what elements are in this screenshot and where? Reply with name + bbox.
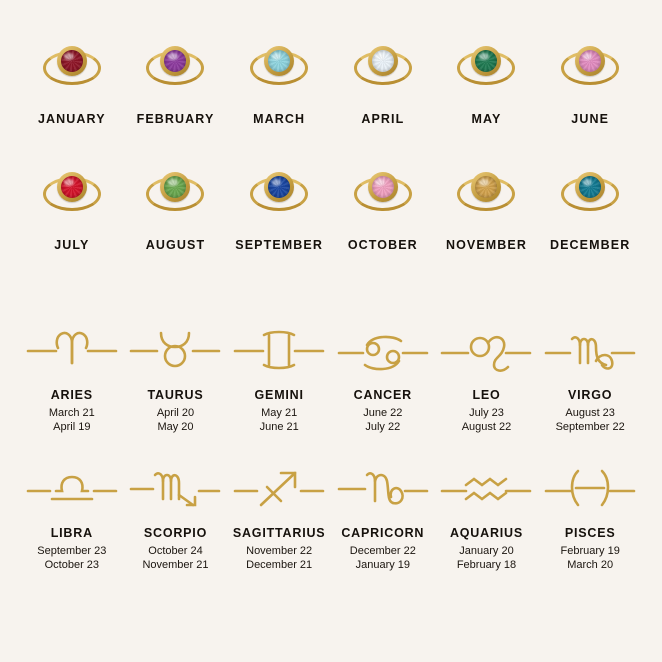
- ring-icon: [24, 40, 120, 96]
- birthstone-item-april[interactable]: [331, 40, 435, 126]
- row-spacer: [20, 144, 642, 166]
- zodiac-row-2: [20, 456, 642, 572]
- zodiac-item-capricorn[interactable]: [331, 456, 435, 572]
- birthstone-row-1: [20, 40, 642, 126]
- zodiac-date-start: November 22: [246, 545, 313, 557]
- libra-symbol-icon: [22, 456, 122, 518]
- month-label: JANUARY: [37, 112, 106, 126]
- birthstone-item-january[interactable]: [20, 40, 124, 126]
- birthstone-item-july[interactable]: [20, 166, 124, 252]
- month-label: APRIL: [361, 112, 405, 126]
- zodiac-date-end: January 19: [355, 559, 411, 571]
- birthstone-item-november[interactable]: [435, 166, 539, 252]
- gemstone: [268, 176, 290, 198]
- gemstone: [268, 50, 290, 72]
- zodiac-dates: [363, 406, 402, 434]
- zodiac-name: PISCES: [564, 526, 616, 540]
- zodiac-item-leo[interactable]: [435, 318, 539, 434]
- ring-icon: [335, 166, 431, 222]
- zodiac-dates: [49, 406, 95, 434]
- aries-symbol-icon: [22, 318, 122, 380]
- month-label: JULY: [54, 238, 90, 252]
- ring-bezel: [575, 172, 605, 202]
- zodiac-name: VIRGO: [568, 388, 613, 402]
- ring-icon: [542, 40, 638, 96]
- gemstone: [164, 176, 186, 198]
- aquarius-symbol-icon: [436, 456, 536, 518]
- birthstone-row-2: [20, 166, 642, 252]
- zodiac-date-start: August 23: [565, 407, 615, 419]
- ring-bezel: [160, 172, 190, 202]
- zodiac-date-end: November 21: [142, 559, 209, 571]
- zodiac-name: ARIES: [50, 388, 93, 402]
- zodiac-date-end: August 22: [461, 421, 512, 433]
- zodiac-item-libra[interactable]: [20, 456, 124, 572]
- zodiac-date-end: April 19: [53, 421, 91, 433]
- birthstone-item-june[interactable]: [538, 40, 642, 126]
- zodiac-dates: [457, 544, 516, 572]
- zodiac-dates: [561, 544, 620, 572]
- ring-bezel: [264, 46, 294, 76]
- zodiac-item-taurus[interactable]: [124, 318, 228, 434]
- ring-icon: [231, 166, 327, 222]
- zodiac-dates: [462, 406, 512, 434]
- month-label: JUNE: [571, 112, 610, 126]
- birthstone-item-december[interactable]: [538, 166, 642, 252]
- ring-icon: [127, 40, 223, 96]
- birthstone-item-march[interactable]: [227, 40, 331, 126]
- month-label: AUGUST: [145, 238, 206, 252]
- gemstone: [164, 50, 186, 72]
- zodiac-name: LIBRA: [50, 526, 93, 540]
- ring-bezel: [57, 172, 87, 202]
- gemstone: [61, 176, 83, 198]
- pisces-symbol-icon: [540, 456, 640, 518]
- month-label: SEPTEMBER: [235, 238, 323, 252]
- ring-icon: [127, 166, 223, 222]
- zodiac-date-end: December 21: [246, 559, 313, 571]
- cancer-symbol-icon: [333, 318, 433, 380]
- zodiac-name: AQUARIUS: [449, 526, 524, 540]
- zodiac-item-scorpio[interactable]: [124, 456, 228, 572]
- ring-icon: [335, 40, 431, 96]
- birthstone-item-august[interactable]: [124, 166, 228, 252]
- zodiac-date-start: April 20: [156, 407, 195, 419]
- zodiac-date-end: July 22: [365, 421, 401, 433]
- zodiac-name: GEMINI: [254, 388, 304, 402]
- gemstone: [475, 176, 497, 198]
- gemstone: [372, 50, 394, 72]
- zodiac-date-start: September 23: [37, 545, 107, 557]
- zodiac-dates: [260, 406, 299, 434]
- ring-bezel: [57, 46, 87, 76]
- birthstone-item-february[interactable]: [124, 40, 228, 126]
- zodiac-item-cancer[interactable]: [331, 318, 435, 434]
- ring-bezel: [160, 46, 190, 76]
- zodiac-row-1: [20, 318, 642, 434]
- zodiac-item-pisces[interactable]: [538, 456, 642, 572]
- ring-icon: [542, 166, 638, 222]
- zodiac-item-virgo[interactable]: [538, 318, 642, 434]
- ring-icon: [231, 40, 327, 96]
- ring-bezel: [575, 46, 605, 76]
- zodiac-date-end: October 23: [44, 559, 100, 571]
- zodiac-dates: [246, 544, 312, 572]
- birthstone-item-september[interactable]: [227, 166, 331, 252]
- scorpio-symbol-icon: [125, 456, 225, 518]
- ring-bezel: [368, 172, 398, 202]
- zodiac-date-start: June 22: [363, 407, 403, 419]
- ring-bezel: [368, 46, 398, 76]
- zodiac-date-start: February 19: [560, 545, 620, 557]
- ring-bezel: [471, 46, 501, 76]
- zodiac-item-aries[interactable]: [20, 318, 124, 434]
- zodiac-item-sagittarius[interactable]: [227, 456, 331, 572]
- ring-icon: [24, 166, 120, 222]
- zodiac-name: LEO: [472, 388, 501, 402]
- zodiac-date-end: June 21: [259, 421, 299, 433]
- month-label: MARCH: [253, 112, 306, 126]
- birthstone-item-october[interactable]: [331, 166, 435, 252]
- ring-icon: [438, 40, 534, 96]
- gemstone: [579, 50, 601, 72]
- zodiac-date-start: May 21: [261, 407, 298, 419]
- section-spacer: [20, 270, 642, 296]
- zodiac-item-aquarius[interactable]: [435, 456, 539, 572]
- zodiac-dates: [37, 544, 106, 572]
- ring-icon: [438, 166, 534, 222]
- gemstone: [372, 176, 394, 198]
- zodiac-dates: [556, 406, 625, 434]
- ring-bezel: [264, 172, 294, 202]
- month-label: DECEMBER: [549, 238, 631, 252]
- zodiac-dates: [350, 544, 416, 572]
- zodiac-name: TAURUS: [147, 388, 204, 402]
- zodiac-date-end: February 18: [456, 559, 517, 571]
- month-label: FEBRUARY: [136, 112, 215, 126]
- zodiac-date-start: October 24: [148, 545, 203, 557]
- ring-bezel: [471, 172, 501, 202]
- zodiac-dates: [142, 544, 208, 572]
- birthstone-item-may[interactable]: [435, 40, 539, 126]
- zodiac-date-end: September 22: [555, 421, 625, 433]
- zodiac-date-start: March 21: [48, 407, 95, 419]
- zodiac-name: SAGITTARIUS: [232, 526, 326, 540]
- month-label: NOVEMBER: [445, 238, 527, 252]
- sagittarius-symbol-icon: [229, 456, 329, 518]
- zodiac-dates: [157, 406, 194, 434]
- virgo-symbol-icon: [540, 318, 640, 380]
- gemstone: [475, 50, 497, 72]
- month-label: OCTOBER: [347, 238, 418, 252]
- month-label: MAY: [471, 112, 502, 126]
- capricorn-symbol-icon: [333, 456, 433, 518]
- zodiac-name: SCORPIO: [143, 526, 208, 540]
- zodiac-date-start: July 23: [469, 407, 504, 419]
- leo-symbol-icon: [436, 318, 536, 380]
- zodiac-date-end: May 20: [157, 421, 194, 433]
- zodiac-name: CANCER: [353, 388, 412, 402]
- zodiac-date-start: December 22: [349, 545, 416, 557]
- gemstone: [61, 50, 83, 72]
- zodiac-name: CAPRICORN: [341, 526, 425, 540]
- gemini-symbol-icon: [229, 318, 329, 380]
- gemstone: [579, 176, 601, 198]
- zodiac-date-start: January 20: [459, 545, 514, 557]
- zodiac-date-end: March 20: [567, 559, 614, 571]
- zodiac-item-gemini[interactable]: [227, 318, 331, 434]
- taurus-symbol-icon: [125, 318, 225, 380]
